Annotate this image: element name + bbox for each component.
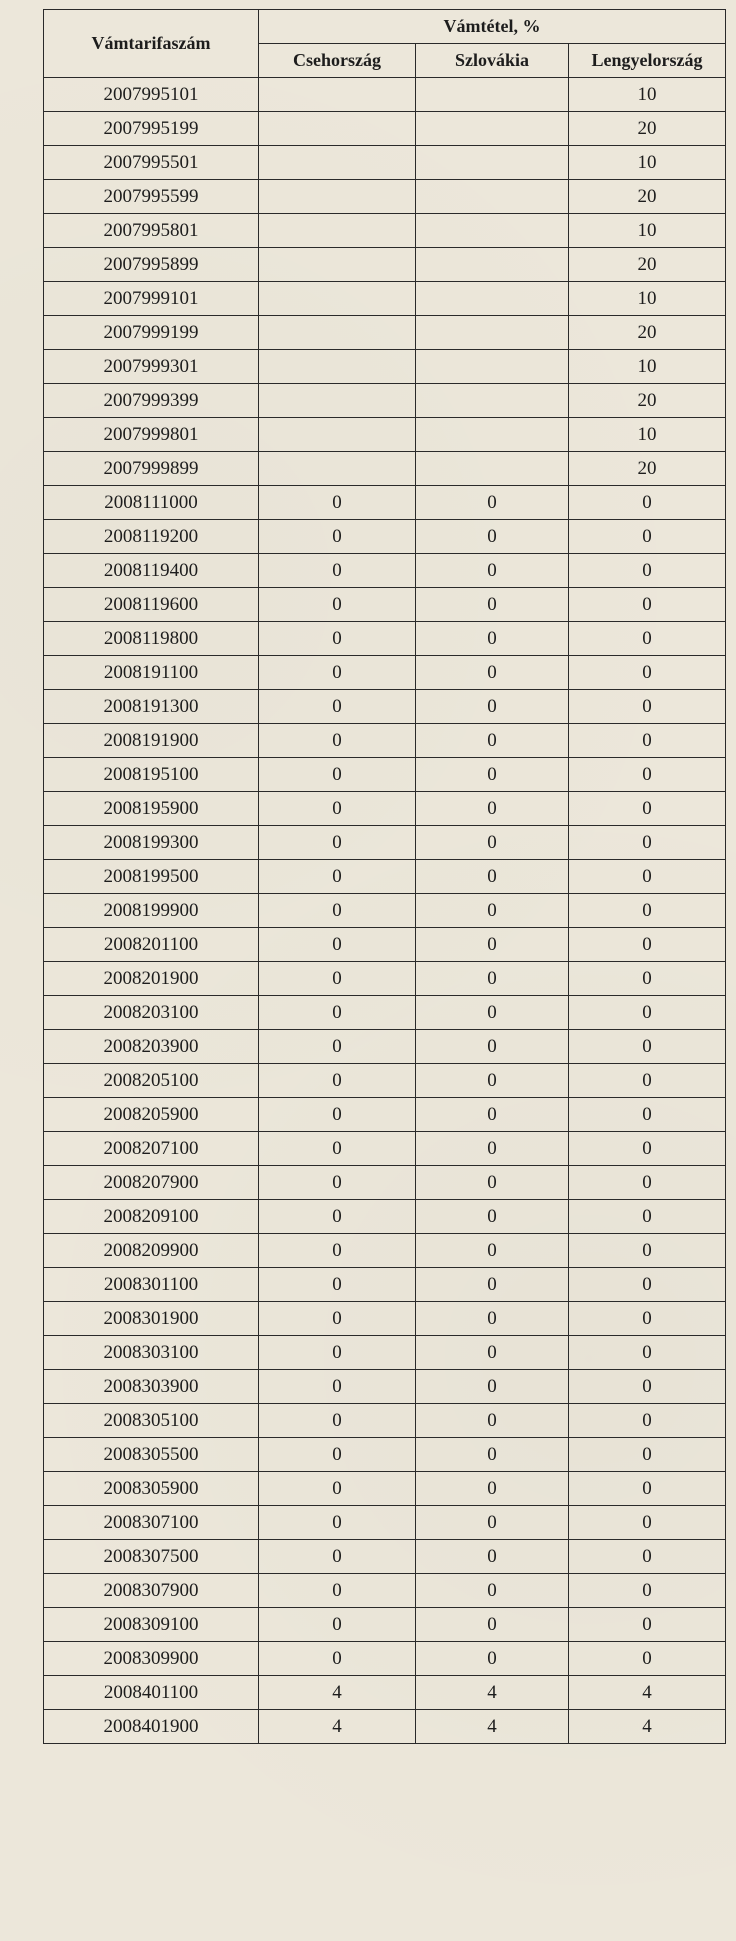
tariff-code-cell: 2008307900 (44, 1574, 259, 1608)
czech-rate-cell: 0 (259, 1404, 416, 1438)
slovakia-rate-cell: 0 (416, 962, 569, 996)
czech-rate-cell: 4 (259, 1710, 416, 1744)
tariff-code-cell: 2008301900 (44, 1302, 259, 1336)
slovakia-rate-cell (416, 112, 569, 146)
tariff-code-cell: 2008119800 (44, 622, 259, 656)
czech-rate-cell (259, 78, 416, 112)
slovakia-rate-cell (416, 146, 569, 180)
poland-rate-cell: 0 (569, 1336, 726, 1370)
tariff-code-cell: 2007995199 (44, 112, 259, 146)
table-row (44, 112, 726, 146)
poland-rate-cell: 0 (569, 724, 726, 758)
czech-rate-cell (259, 146, 416, 180)
table-row (44, 928, 726, 962)
slovakia-rate-cell: 0 (416, 1438, 569, 1472)
slovakia-rate-cell: 0 (416, 1370, 569, 1404)
table-row (44, 1064, 726, 1098)
poland-rate-cell: 0 (569, 894, 726, 928)
czech-rate-cell: 0 (259, 1132, 416, 1166)
table-row (44, 962, 726, 996)
poland-rate-cell: 0 (569, 486, 726, 520)
czech-rate-cell: 0 (259, 894, 416, 928)
czech-rate-cell: 0 (259, 962, 416, 996)
slovakia-rate-cell: 0 (416, 1200, 569, 1234)
tariff-code-cell: 2008209100 (44, 1200, 259, 1234)
tariff-code-cell: 2008401100 (44, 1676, 259, 1710)
poland-rate-cell: 0 (569, 1608, 726, 1642)
slovakia-rate-cell: 0 (416, 1268, 569, 1302)
tariff-code-cell: 2008307100 (44, 1506, 259, 1540)
table-row (44, 1710, 726, 1744)
slovakia-rate-cell (416, 180, 569, 214)
poland-rate-cell: 0 (569, 588, 726, 622)
slovakia-rate-cell: 0 (416, 860, 569, 894)
slovakia-rate-cell: 0 (416, 588, 569, 622)
tariff-code-cell: 2008203100 (44, 996, 259, 1030)
table-header (44, 10, 726, 78)
slovakia-rate-cell: 0 (416, 690, 569, 724)
column-header-slovakia: Szlovákia (416, 44, 569, 78)
tariff-code-cell: 2008309100 (44, 1608, 259, 1642)
duty-rate-group-header: Vámtétel, % (259, 10, 726, 44)
table-row (44, 1676, 726, 1710)
poland-rate-cell: 10 (569, 418, 726, 452)
tariff-code-cell: 2008199500 (44, 860, 259, 894)
table-row (44, 996, 726, 1030)
czech-rate-cell (259, 282, 416, 316)
slovakia-rate-cell (416, 78, 569, 112)
poland-rate-cell: 0 (569, 1506, 726, 1540)
table-row (44, 1234, 726, 1268)
table-row (44, 1540, 726, 1574)
table-row (44, 520, 726, 554)
poland-rate-cell: 0 (569, 1472, 726, 1506)
slovakia-rate-cell: 0 (416, 792, 569, 826)
slovakia-rate-cell: 0 (416, 1540, 569, 1574)
czech-rate-cell: 0 (259, 1472, 416, 1506)
poland-rate-cell: 0 (569, 1132, 726, 1166)
slovakia-rate-cell: 4 (416, 1710, 569, 1744)
czech-rate-cell: 0 (259, 1030, 416, 1064)
poland-rate-cell: 20 (569, 180, 726, 214)
table-row (44, 1404, 726, 1438)
poland-rate-cell: 0 (569, 1098, 726, 1132)
slovakia-rate-cell (416, 452, 569, 486)
tariff-code-cell: 2007995899 (44, 248, 259, 282)
table-row (44, 486, 726, 520)
slovakia-rate-cell (416, 282, 569, 316)
slovakia-rate-cell: 0 (416, 1608, 569, 1642)
slovakia-rate-cell (416, 384, 569, 418)
czech-rate-cell (259, 418, 416, 452)
czech-rate-cell (259, 180, 416, 214)
slovakia-rate-cell: 0 (416, 1642, 569, 1676)
tariff-code-cell: 2007995599 (44, 180, 259, 214)
poland-rate-cell: 20 (569, 248, 726, 282)
tariff-code-cell: 2008191300 (44, 690, 259, 724)
table-row (44, 554, 726, 588)
tariff-code-cell: 2008303100 (44, 1336, 259, 1370)
czech-rate-cell: 0 (259, 1234, 416, 1268)
czech-rate-cell: 0 (259, 1642, 416, 1676)
poland-rate-cell: 0 (569, 1268, 726, 1302)
table-row (44, 1098, 726, 1132)
poland-rate-cell: 10 (569, 350, 726, 384)
poland-rate-cell: 0 (569, 1574, 726, 1608)
column-header-czech: Csehország (259, 44, 416, 78)
slovakia-rate-cell (416, 316, 569, 350)
poland-rate-cell: 0 (569, 656, 726, 690)
czech-rate-cell: 0 (259, 656, 416, 690)
czech-rate-cell: 0 (259, 690, 416, 724)
czech-rate-cell (259, 384, 416, 418)
table-row (44, 214, 726, 248)
tariff-code-cell: 2008199900 (44, 894, 259, 928)
tariff-code-cell: 2008201100 (44, 928, 259, 962)
tariff-code-cell: 2008205100 (44, 1064, 259, 1098)
poland-rate-cell: 10 (569, 78, 726, 112)
table-row (44, 316, 726, 350)
table-row (44, 588, 726, 622)
slovakia-rate-cell (416, 214, 569, 248)
slovakia-rate-cell: 0 (416, 554, 569, 588)
poland-rate-cell: 0 (569, 962, 726, 996)
poland-rate-cell: 4 (569, 1676, 726, 1710)
czech-rate-cell: 0 (259, 520, 416, 554)
table-row (44, 418, 726, 452)
table-row (44, 1370, 726, 1404)
tariff-code-cell: 2008401900 (44, 1710, 259, 1744)
poland-rate-cell: 0 (569, 554, 726, 588)
table-row (44, 1200, 726, 1234)
poland-rate-cell: 4 (569, 1710, 726, 1744)
table-row (44, 452, 726, 486)
table-row (44, 1030, 726, 1064)
table-row (44, 690, 726, 724)
table-row (44, 1608, 726, 1642)
czech-rate-cell (259, 248, 416, 282)
slovakia-rate-cell: 0 (416, 1404, 569, 1438)
tariff-code-cell: 2008195900 (44, 792, 259, 826)
czech-rate-cell: 0 (259, 1438, 416, 1472)
slovakia-rate-cell: 0 (416, 928, 569, 962)
slovakia-rate-cell (416, 418, 569, 452)
poland-rate-cell: 0 (569, 758, 726, 792)
table-row (44, 350, 726, 384)
table-row (44, 758, 726, 792)
czech-rate-cell: 0 (259, 1268, 416, 1302)
poland-rate-cell: 0 (569, 928, 726, 962)
slovakia-rate-cell: 0 (416, 1336, 569, 1370)
tariff-code-cell: 2007999199 (44, 316, 259, 350)
tariff-code-cell: 2007999801 (44, 418, 259, 452)
czech-rate-cell: 0 (259, 1098, 416, 1132)
tariff-code-cell: 2008191900 (44, 724, 259, 758)
slovakia-rate-cell: 0 (416, 1166, 569, 1200)
tariff-table (43, 9, 726, 1744)
poland-rate-cell: 0 (569, 1370, 726, 1404)
table-row (44, 1166, 726, 1200)
poland-rate-cell: 0 (569, 520, 726, 554)
poland-rate-cell: 0 (569, 1166, 726, 1200)
czech-rate-cell: 0 (259, 928, 416, 962)
table-row (44, 78, 726, 112)
tariff-code-cell: 2008195100 (44, 758, 259, 792)
slovakia-rate-cell: 0 (416, 622, 569, 656)
table-row (44, 894, 726, 928)
table-row (44, 724, 726, 758)
slovakia-rate-cell: 0 (416, 1132, 569, 1166)
slovakia-rate-cell: 0 (416, 1574, 569, 1608)
czech-rate-cell (259, 214, 416, 248)
czech-rate-cell: 0 (259, 724, 416, 758)
table-row (44, 1132, 726, 1166)
poland-rate-cell: 0 (569, 1540, 726, 1574)
tariff-code-cell: 2008111000 (44, 486, 259, 520)
poland-rate-cell: 0 (569, 1302, 726, 1336)
czech-rate-cell: 0 (259, 996, 416, 1030)
czech-rate-cell: 0 (259, 792, 416, 826)
czech-rate-cell (259, 350, 416, 384)
poland-rate-cell: 0 (569, 1642, 726, 1676)
tariff-code-cell: 2008307500 (44, 1540, 259, 1574)
tariff-code-cell: 2008207900 (44, 1166, 259, 1200)
table-row (44, 1642, 726, 1676)
poland-rate-cell: 20 (569, 452, 726, 486)
table-row (44, 1302, 726, 1336)
czech-rate-cell: 4 (259, 1676, 416, 1710)
table-row (44, 860, 726, 894)
poland-rate-cell: 10 (569, 146, 726, 180)
czech-rate-cell: 0 (259, 1302, 416, 1336)
slovakia-rate-cell: 0 (416, 1098, 569, 1132)
czech-rate-cell: 0 (259, 486, 416, 520)
slovakia-rate-cell (416, 350, 569, 384)
table-row (44, 1268, 726, 1302)
slovakia-rate-cell: 4 (416, 1676, 569, 1710)
slovakia-rate-cell: 0 (416, 1506, 569, 1540)
slovakia-rate-cell: 0 (416, 520, 569, 554)
table-row (44, 1506, 726, 1540)
tariff-code-cell: 2008305100 (44, 1404, 259, 1438)
poland-rate-cell: 10 (569, 282, 726, 316)
czech-rate-cell: 0 (259, 1574, 416, 1608)
poland-rate-cell: 0 (569, 792, 726, 826)
poland-rate-cell: 0 (569, 690, 726, 724)
tariff-code-cell: 2007999899 (44, 452, 259, 486)
tariff-code-cell: 2008305500 (44, 1438, 259, 1472)
poland-rate-cell: 0 (569, 860, 726, 894)
tariff-code-cell: 2008201900 (44, 962, 259, 996)
czech-rate-cell: 0 (259, 588, 416, 622)
table-row (44, 180, 726, 214)
czech-rate-cell: 0 (259, 554, 416, 588)
tariff-code-cell: 2008309900 (44, 1642, 259, 1676)
czech-rate-cell (259, 316, 416, 350)
slovakia-rate-cell: 0 (416, 996, 569, 1030)
tariff-code-cell: 2008119200 (44, 520, 259, 554)
slovakia-rate-cell: 0 (416, 1472, 569, 1506)
slovakia-rate-cell: 0 (416, 1302, 569, 1336)
tariff-code-cell: 2008303900 (44, 1370, 259, 1404)
table-row (44, 282, 726, 316)
tariff-code-cell: 2008203900 (44, 1030, 259, 1064)
tariff-code-cell: 2008207100 (44, 1132, 259, 1166)
poland-rate-cell: 0 (569, 1404, 726, 1438)
czech-rate-cell: 0 (259, 1064, 416, 1098)
table-row (44, 792, 726, 826)
slovakia-rate-cell: 0 (416, 758, 569, 792)
poland-rate-cell: 0 (569, 622, 726, 656)
table-body (44, 78, 726, 1744)
tariff-code-cell: 2008199300 (44, 826, 259, 860)
poland-rate-cell: 20 (569, 384, 726, 418)
slovakia-rate-cell: 0 (416, 1030, 569, 1064)
czech-rate-cell: 0 (259, 1200, 416, 1234)
poland-rate-cell: 0 (569, 996, 726, 1030)
czech-rate-cell: 0 (259, 1608, 416, 1642)
czech-rate-cell: 0 (259, 622, 416, 656)
table-row (44, 1574, 726, 1608)
tariff-code-cell: 2008305900 (44, 1472, 259, 1506)
poland-rate-cell: 0 (569, 1234, 726, 1268)
poland-rate-cell: 0 (569, 1030, 726, 1064)
czech-rate-cell (259, 112, 416, 146)
tariff-code-cell: 2008119400 (44, 554, 259, 588)
table-row (44, 622, 726, 656)
slovakia-rate-cell: 0 (416, 724, 569, 758)
tariff-code-cell: 2007999301 (44, 350, 259, 384)
poland-rate-cell: 0 (569, 826, 726, 860)
poland-rate-cell: 0 (569, 1438, 726, 1472)
slovakia-rate-cell (416, 248, 569, 282)
czech-rate-cell: 0 (259, 826, 416, 860)
slovakia-rate-cell: 0 (416, 1234, 569, 1268)
tariff-code-cell: 2008119600 (44, 588, 259, 622)
tariff-code-cell: 2008205900 (44, 1098, 259, 1132)
poland-rate-cell: 10 (569, 214, 726, 248)
tariff-code-cell: 2008191100 (44, 656, 259, 690)
czech-rate-cell: 0 (259, 758, 416, 792)
poland-rate-cell: 20 (569, 316, 726, 350)
slovakia-rate-cell: 0 (416, 486, 569, 520)
poland-rate-cell: 20 (569, 112, 726, 146)
slovakia-rate-cell: 0 (416, 1064, 569, 1098)
table-row (44, 1472, 726, 1506)
tariff-code-cell: 2007995101 (44, 78, 259, 112)
czech-rate-cell: 0 (259, 1540, 416, 1574)
czech-rate-cell: 0 (259, 1506, 416, 1540)
code-column-header: Vámtarifaszám (44, 10, 259, 78)
tariff-code-cell: 2007999101 (44, 282, 259, 316)
slovakia-rate-cell: 0 (416, 826, 569, 860)
czech-rate-cell: 0 (259, 1166, 416, 1200)
table-row (44, 1336, 726, 1370)
poland-rate-cell: 0 (569, 1200, 726, 1234)
table-row (44, 1438, 726, 1472)
poland-rate-cell: 0 (569, 1064, 726, 1098)
czech-rate-cell: 0 (259, 1336, 416, 1370)
table-row (44, 146, 726, 180)
table-row (44, 384, 726, 418)
table-row (44, 248, 726, 282)
slovakia-rate-cell: 0 (416, 894, 569, 928)
czech-rate-cell (259, 452, 416, 486)
tariff-code-cell: 2007999399 (44, 384, 259, 418)
czech-rate-cell: 0 (259, 860, 416, 894)
column-header-poland: Lengyelország (569, 44, 726, 78)
table-row (44, 656, 726, 690)
tariff-code-cell: 2008209900 (44, 1234, 259, 1268)
czech-rate-cell: 0 (259, 1370, 416, 1404)
tariff-code-cell: 2007995801 (44, 214, 259, 248)
tariff-code-cell: 2007995501 (44, 146, 259, 180)
slovakia-rate-cell: 0 (416, 656, 569, 690)
tariff-code-cell: 2008301100 (44, 1268, 259, 1302)
table-row (44, 826, 726, 860)
